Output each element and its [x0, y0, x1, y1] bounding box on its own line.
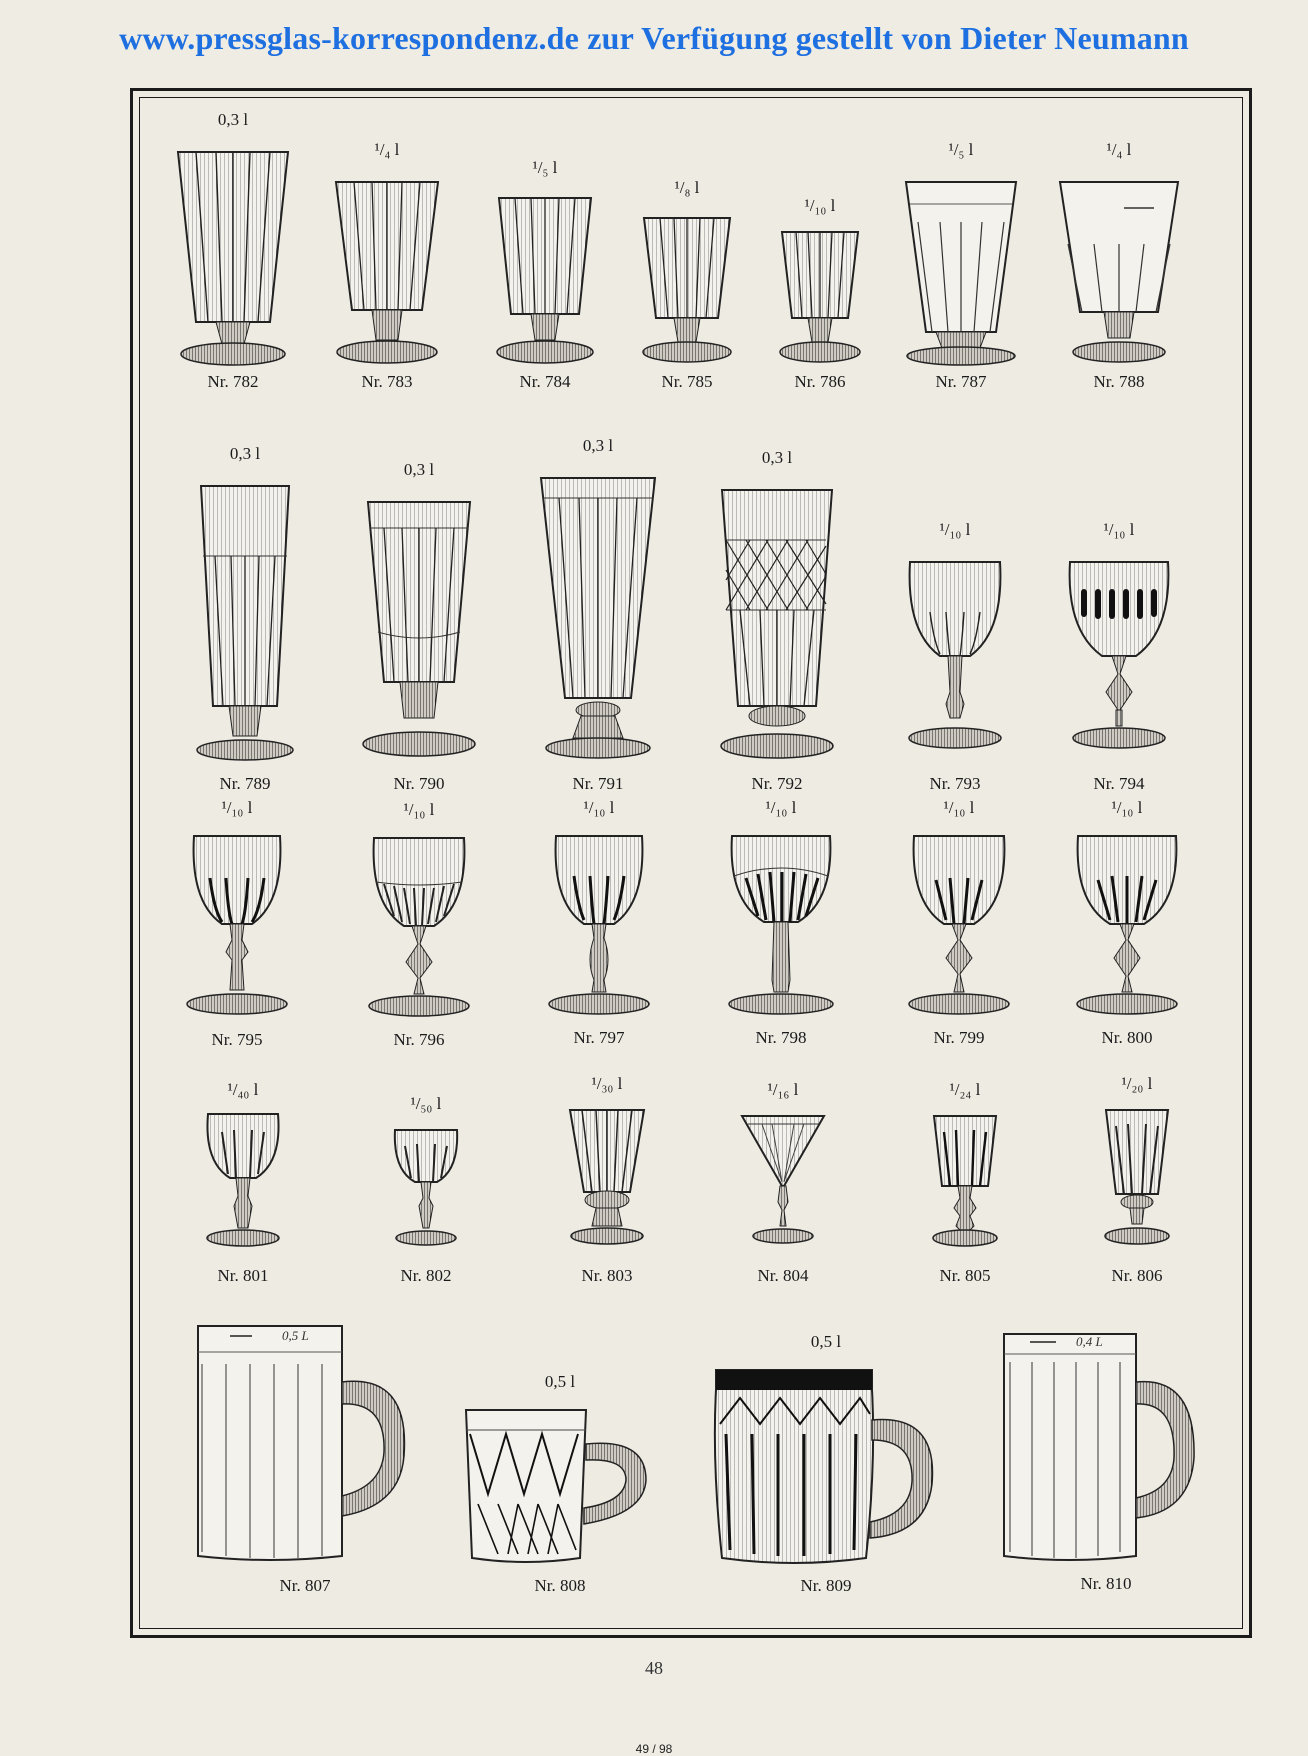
small-stemmed-glass-icon — [178, 1102, 308, 1262]
item-number: Nr. 796 — [393, 1030, 445, 1049]
item-number: Nr. 802 — [400, 1266, 452, 1285]
small-stemmed-glass-icon — [718, 1102, 848, 1262]
catalog-item-789 — [170, 444, 320, 794]
stemmed-wine-glass-icon — [534, 820, 664, 1024]
item-capacity — [190, 1284, 420, 1306]
item-capacity: ¹/₁₀ l — [804, 196, 836, 215]
item-capacity: 0,5 l — [544, 1372, 576, 1391]
catalog-item-809 — [706, 1332, 946, 1596]
item-number: Nr. 783 — [361, 372, 413, 391]
beer-mug-icon — [706, 1354, 946, 1572]
stemmed-wine-glass-icon — [890, 542, 1020, 770]
tall-beer-glass-icon — [712, 470, 842, 770]
item-number: Nr. 805 — [939, 1266, 991, 1285]
catalog-item-806 — [1062, 1074, 1212, 1286]
item-capacity: ¹/₁₀ l — [765, 798, 797, 817]
item-number: Nr. 787 — [935, 372, 987, 391]
item-number: Nr. 789 — [219, 774, 271, 793]
item-capacity: 0,5 l — [810, 1332, 842, 1351]
item-capacity: ¹/₂₄ l — [949, 1080, 981, 1099]
engraved-capacity-mark: 0,5 L — [282, 1328, 309, 1343]
catalog-item-801 — [168, 1080, 318, 1286]
page-number: 48 — [645, 1658, 663, 1678]
item-number: Nr. 788 — [1093, 372, 1145, 391]
item-number: Nr. 792 — [751, 774, 803, 793]
header-credit: www.pressglas-korrespondenz.de zur Verfügung gestellt von Dieter Neumann — [119, 20, 1189, 56]
footed-tumbler-icon — [770, 218, 870, 368]
catalog-item-810 — [996, 1296, 1216, 1594]
item-capacity: ¹/₁₀ l — [403, 800, 435, 819]
item-capacity: ¹/₂₀ l — [1121, 1074, 1153, 1093]
stemmed-wine-glass-icon — [172, 820, 302, 1026]
stemmed-wine-glass-icon — [716, 820, 846, 1024]
stemmed-wine-glass-icon — [1062, 820, 1192, 1024]
item-capacity: ¹/₁₀ l — [943, 798, 975, 817]
beer-mug-icon — [996, 1318, 1216, 1570]
catalog-item-793 — [880, 520, 1030, 794]
tall-beer-glass-icon — [533, 458, 663, 770]
beer-mug-icon — [190, 1306, 420, 1572]
item-number: Nr. 791 — [572, 774, 624, 793]
item-capacity: 0,3 l — [582, 436, 614, 455]
item-number: Nr. 797 — [573, 1028, 625, 1047]
item-number: Nr. 794 — [1093, 774, 1145, 793]
item-capacity: 0,3 l — [229, 444, 261, 463]
item-capacity: ¹/₁₀ l — [221, 798, 253, 817]
catalog-item-782 — [158, 110, 308, 392]
catalog-item-787 — [886, 140, 1036, 392]
item-number: Nr. 799 — [933, 1028, 985, 1047]
catalog-item-790 — [344, 460, 494, 794]
item-number: Nr. 785 — [661, 372, 713, 391]
small-stemmed-glass-icon — [900, 1102, 1030, 1262]
small-stemmed-glass-icon — [542, 1096, 672, 1262]
item-capacity: ¹/₁₀ l — [583, 798, 615, 817]
item-number: Nr. 809 — [800, 1576, 852, 1595]
item-capacity: ¹/₅ l — [948, 140, 974, 159]
catalog-item-783 — [312, 140, 462, 392]
item-number: Nr. 782 — [207, 372, 259, 391]
item-capacity: ¹/₁₀ l — [1103, 520, 1135, 539]
footed-tumbler-icon — [485, 180, 605, 368]
item-capacity: ¹/₄ l — [374, 140, 400, 159]
item-capacity: ¹/₅₀ l — [410, 1094, 442, 1113]
item-capacity: ¹/₄₀ l — [227, 1080, 259, 1099]
catalog-item-800 — [1052, 798, 1202, 1048]
item-capacity: 0,3 l — [761, 448, 793, 467]
catalog-item-795 — [162, 798, 312, 1050]
item-number: Nr. 808 — [534, 1576, 586, 1595]
small-stemmed-glass-icon — [1082, 1096, 1192, 1262]
footed-tumbler-icon — [896, 162, 1026, 368]
catalog-item-805 — [890, 1080, 1040, 1286]
stemmed-wine-glass-icon — [894, 820, 1024, 1024]
catalog-item-798 — [706, 798, 856, 1048]
stemmed-wine-glass-icon — [354, 822, 484, 1026]
item-capacity — [996, 1296, 1216, 1318]
catalog-item-794 — [1044, 520, 1194, 794]
stemmed-wine-glass-icon — [1054, 542, 1184, 770]
footed-tumbler-icon — [632, 200, 742, 368]
footed-tumbler-icon — [168, 132, 298, 368]
item-capacity: ¹/₁₀ l — [1111, 798, 1143, 817]
item-capacity: ¹/₅ l — [532, 158, 558, 177]
item-number: Nr. 790 — [393, 774, 445, 793]
catalog-item-785 — [612, 178, 762, 392]
pdf-pager: 49 / 98 — [635, 1742, 673, 1756]
item-number: Nr. 793 — [929, 774, 981, 793]
item-number: Nr. 801 — [217, 1266, 269, 1285]
catalog-item-803 — [532, 1074, 682, 1286]
item-capacity: 0,3 l — [403, 460, 435, 479]
item-capacity: ¹/₄ l — [1106, 140, 1132, 159]
item-number: Nr. 804 — [757, 1266, 809, 1285]
catalog-item-799 — [884, 798, 1034, 1048]
item-number: Nr. 806 — [1111, 1266, 1163, 1285]
item-number: Nr. 800 — [1101, 1028, 1153, 1047]
catalog-item-797 — [524, 798, 674, 1048]
item-capacity: ¹/₈ l — [674, 178, 700, 197]
tall-beer-glass-icon — [354, 482, 484, 770]
item-number: Nr. 786 — [794, 372, 846, 391]
item-number: Nr. 784 — [519, 372, 571, 391]
item-capacity: ¹/₁₀ l — [939, 520, 971, 539]
item-number: Nr. 803 — [581, 1266, 633, 1285]
catalog-item-804 — [708, 1080, 858, 1286]
item-number: Nr. 798 — [755, 1028, 807, 1047]
engraved-capacity-mark: 0,4 L — [1076, 1334, 1103, 1349]
item-number: Nr. 807 — [279, 1576, 331, 1595]
item-capacity: ¹/₁₆ l — [767, 1080, 799, 1099]
catalog-item-796 — [344, 800, 494, 1050]
beer-mug-icon — [460, 1394, 660, 1572]
tall-beer-glass-icon — [185, 466, 305, 770]
catalog-item-807 — [190, 1284, 420, 1596]
footed-tumbler-icon — [1054, 162, 1184, 368]
catalog-item-784 — [470, 158, 620, 392]
catalog-item-788 — [1044, 140, 1194, 392]
item-number: Nr. 810 — [1080, 1574, 1132, 1593]
footed-tumbler-icon — [322, 162, 452, 368]
item-number: Nr. 795 — [211, 1030, 263, 1049]
item-capacity: ¹/₃₀ l — [591, 1074, 623, 1093]
small-stemmed-glass-icon — [361, 1116, 491, 1262]
catalog-item-786 — [745, 196, 895, 392]
catalog-item-808 — [460, 1372, 660, 1596]
item-capacity: 0,3 l — [217, 110, 249, 129]
catalog-item-792 — [702, 448, 852, 794]
catalog-item-802 — [351, 1094, 501, 1286]
catalog-item-791 — [523, 436, 673, 794]
